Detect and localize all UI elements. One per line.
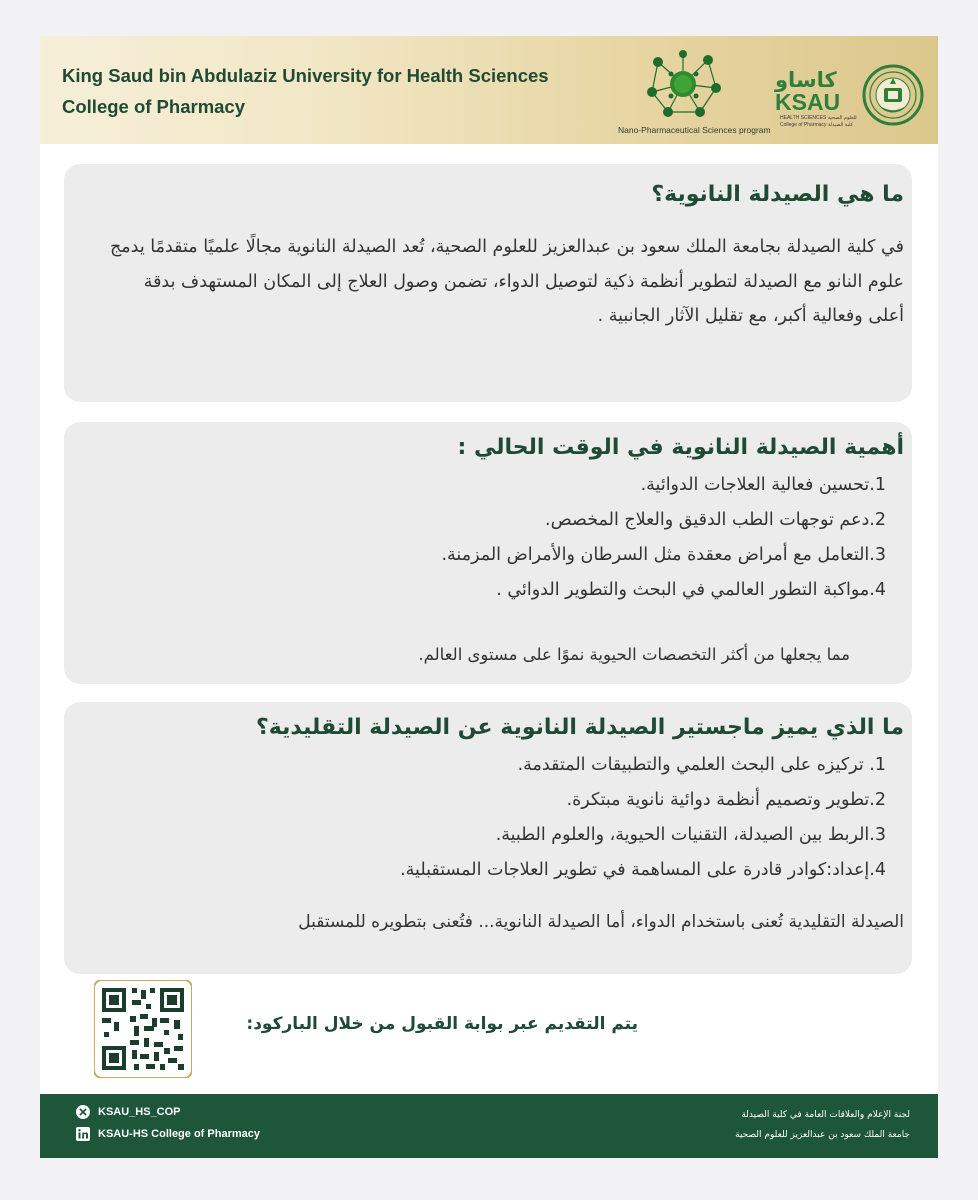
section-title: ما الذي يميز ماجستير الصيدلة النانوية عن الصيدلة التقليدية؟	[256, 715, 904, 740]
program-caption: Nano-Pharmaceutical Sciences program	[618, 125, 771, 135]
ksau-logo-subtitle: HEALTH SCIENCES للعلوم الصحية	[780, 115, 857, 121]
header-banner	[40, 36, 938, 144]
list-item: 1.تحسين فعالية العلاجات الدوائية.	[640, 475, 886, 495]
list-item: 2.دعم توجهات الطب الدقيق والعلاج المخصص.	[545, 510, 886, 530]
flyer-page	[40, 36, 938, 1158]
list-item: 3.التعامل مع أمراض معقدة مثل السرطان والأمراض المزمنة.	[441, 545, 886, 565]
university-name-arabic: جامعة الملك سعود بن عبدالعزيز للعلوم الصحية	[735, 1130, 910, 1140]
admission-qr-code-icon[interactable]	[94, 980, 192, 1078]
importance-list	[441, 468, 886, 608]
list-item: 4.مواكبة التطور العالمي في البحث والتطوير الدوائي .	[496, 580, 886, 600]
x-twitter-icon	[76, 1105, 90, 1119]
list-item: 4.إعداد:كوادر قادرة على المساهمة في تطوير العلاجات المستقبلية.	[400, 860, 886, 880]
linkedin-text: KSAU-HS College of Pharmacy	[98, 1128, 260, 1140]
nano-molecule-icon	[638, 48, 728, 120]
section-body: في كلية الصيدلة بجامعة الملك سعود بن عبدالعزيز للعلوم الصحية، تُعد الصيدلة النانوية مجالًا علميًا متقدمًا يدمج علوم النانو مع الصيدلة لتطوير أنظمة ذكية لتوصيل الدواء، تضمن وصول العلاج إلى المكان المستهدف بدقة أعلى وفعالية أكبر، مع تقليل الآثار الجانبية .	[109, 237, 904, 326]
card-importance	[64, 422, 912, 684]
university-name: King Saud bin Abdulaziz University for Health Sciences	[62, 65, 549, 86]
section-title: ما هي الصيدلة النانوية؟	[651, 182, 904, 207]
committee-name: لجنة الإعلام والعلاقات العامة في كلية الصيدلة	[741, 1110, 910, 1120]
card-master-distinction	[64, 702, 912, 974]
list-item: 3.الربط بين الصيدلة، التقنيات الحيوية، والعلوم الطبية.	[495, 825, 886, 845]
ksau-logo-latin: KSAU	[775, 89, 841, 115]
section-note: مما يجعلها من أكثر التخصصات الحيوية نموًا على مستوى العالم.	[418, 645, 850, 664]
ksau-logo-subtitle-college: College of Pharmacy كلية الصيدلة	[780, 122, 854, 128]
list-item: 1. تركيزه على البحث العلمي والتطبيقات المتقدمة.	[517, 755, 886, 775]
linkedin-icon	[76, 1127, 90, 1141]
x-handle-text: KSAU_HS_COP	[98, 1106, 181, 1118]
x-handle-link[interactable]	[76, 1105, 181, 1119]
card-what-is-nano-pharmacy	[64, 164, 912, 402]
distinction-list	[400, 748, 886, 888]
ksau-logo-arabic: كاساو	[775, 68, 837, 92]
university-seal-icon	[862, 64, 924, 126]
college-name: College of Pharmacy	[62, 96, 246, 117]
section-title: أهمية الصيدلة النانوية في الوقت الحالي :	[457, 435, 904, 460]
apply-instructions: يتم التقديم عبر بوابة القبول من خلال الباركود:	[246, 1014, 638, 1034]
list-item: 2.تطوير وتصميم أنظمة دوائية نانوية مبتكرة.	[566, 790, 886, 810]
linkedin-link[interactable]	[76, 1127, 260, 1141]
header-title	[62, 60, 549, 122]
section-note: الصيدلة التقليدية تُعنى باستخدام الدواء، أما الصيدلة النانوية... فتُعنى بتطويره للمستقبل	[298, 912, 904, 932]
footer-bar	[40, 1094, 938, 1158]
